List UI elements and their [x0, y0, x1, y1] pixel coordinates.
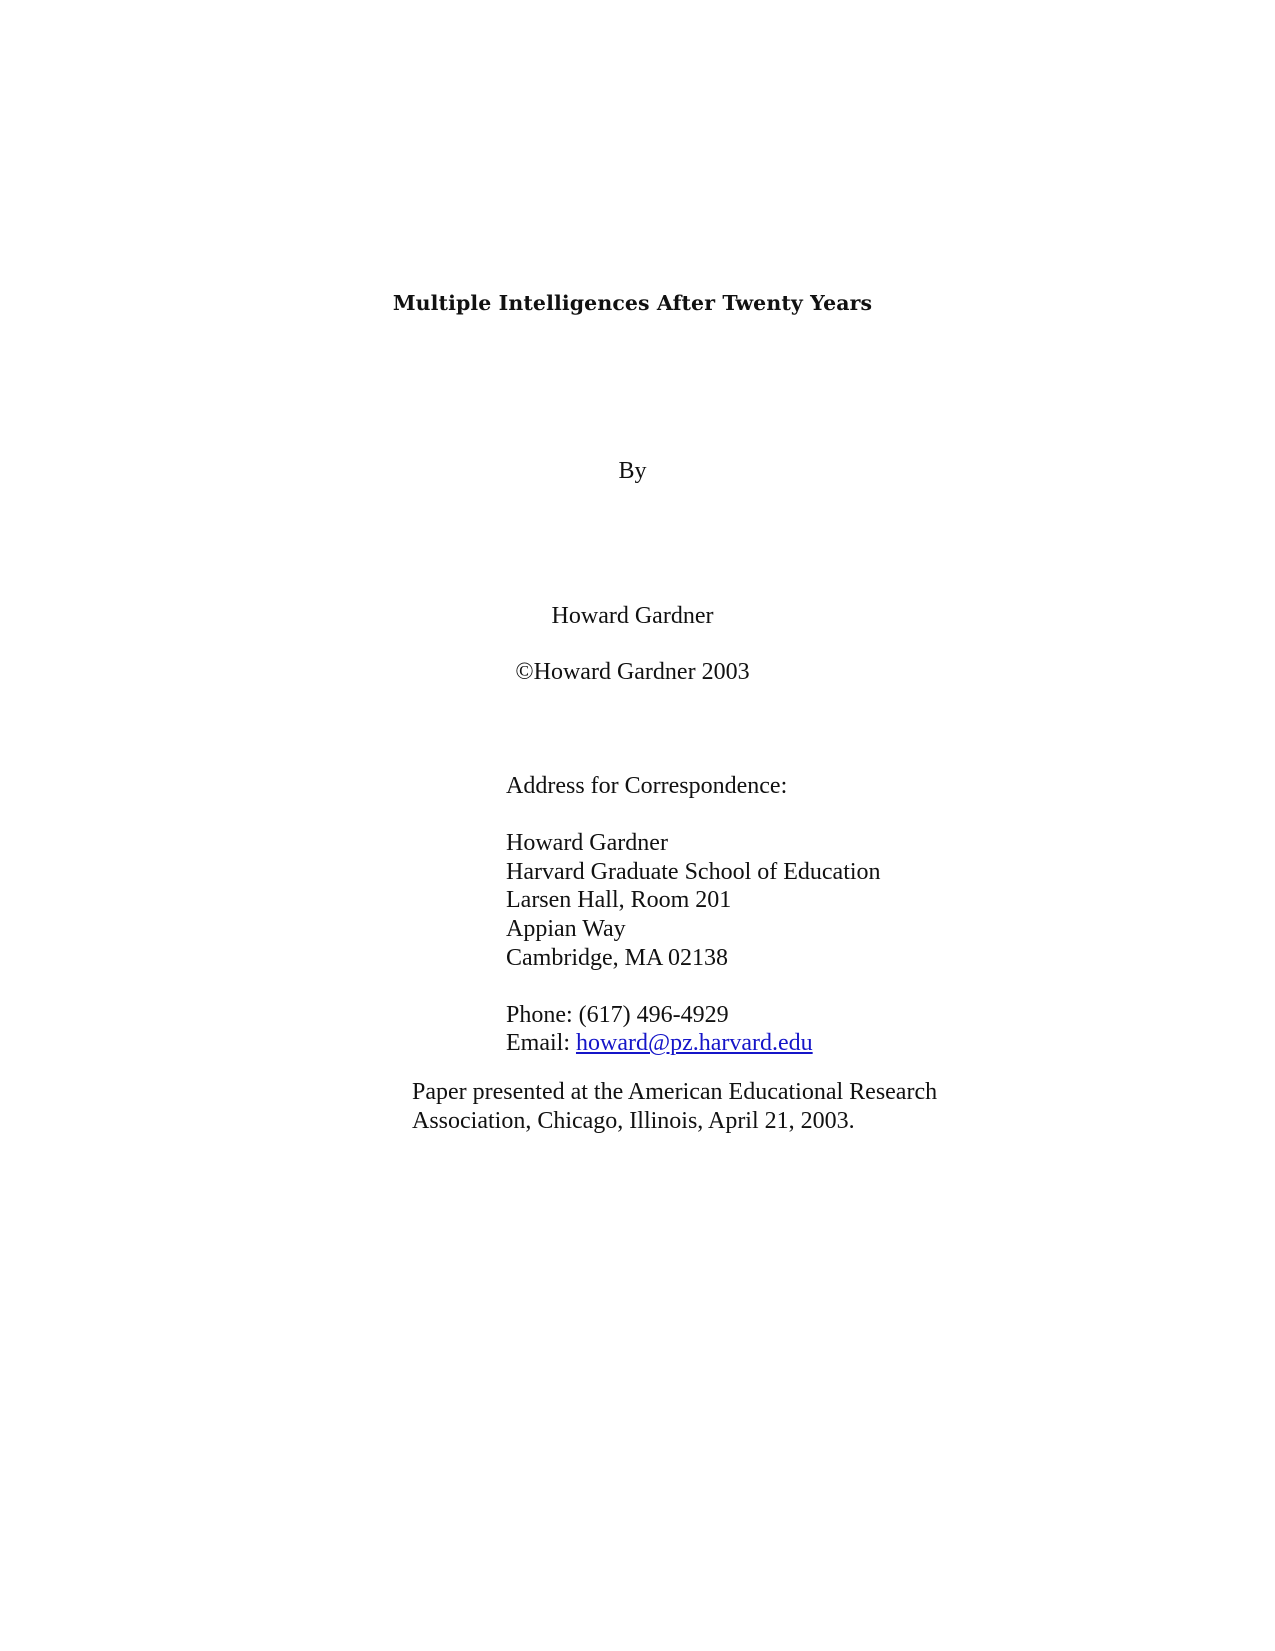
presentation-note — [412, 1078, 937, 1135]
spacer — [506, 972, 881, 1001]
presentation-note-line: Association, Chicago, Illinois, April 21, 2003. — [412, 1107, 855, 1134]
author-name: Howard Gardner — [551, 603, 714, 629]
address-line: Larsen Hall, Room 201 — [506, 887, 732, 914]
by-label: By — [618, 458, 647, 484]
address-line: Harvard Graduate School of Education — [506, 858, 881, 885]
email-line — [506, 1029, 881, 1058]
presentation-note-line: Paper presented at the American Educational Research — [412, 1079, 938, 1105]
correspondence-address-block — [506, 772, 881, 1058]
correspondence-name: Howard Gardner — [506, 830, 668, 857]
email-label: Email: — [506, 1030, 576, 1057]
document-title: Multiple Intelligences After Twenty Years — [392, 291, 873, 315]
phone-number: Phone: (617) 496-4929 — [506, 1001, 729, 1028]
email-link[interactable]: howard@pz.harvard.edu — [575, 1030, 813, 1057]
copyright-notice: ©Howard Gardner 2003 — [515, 659, 750, 685]
address-line: Cambridge, MA 02138 — [506, 944, 728, 971]
address-line: Appian Way — [506, 915, 626, 942]
correspondence-heading: Address for Correspondence: — [506, 773, 788, 799]
spacer — [506, 801, 881, 830]
